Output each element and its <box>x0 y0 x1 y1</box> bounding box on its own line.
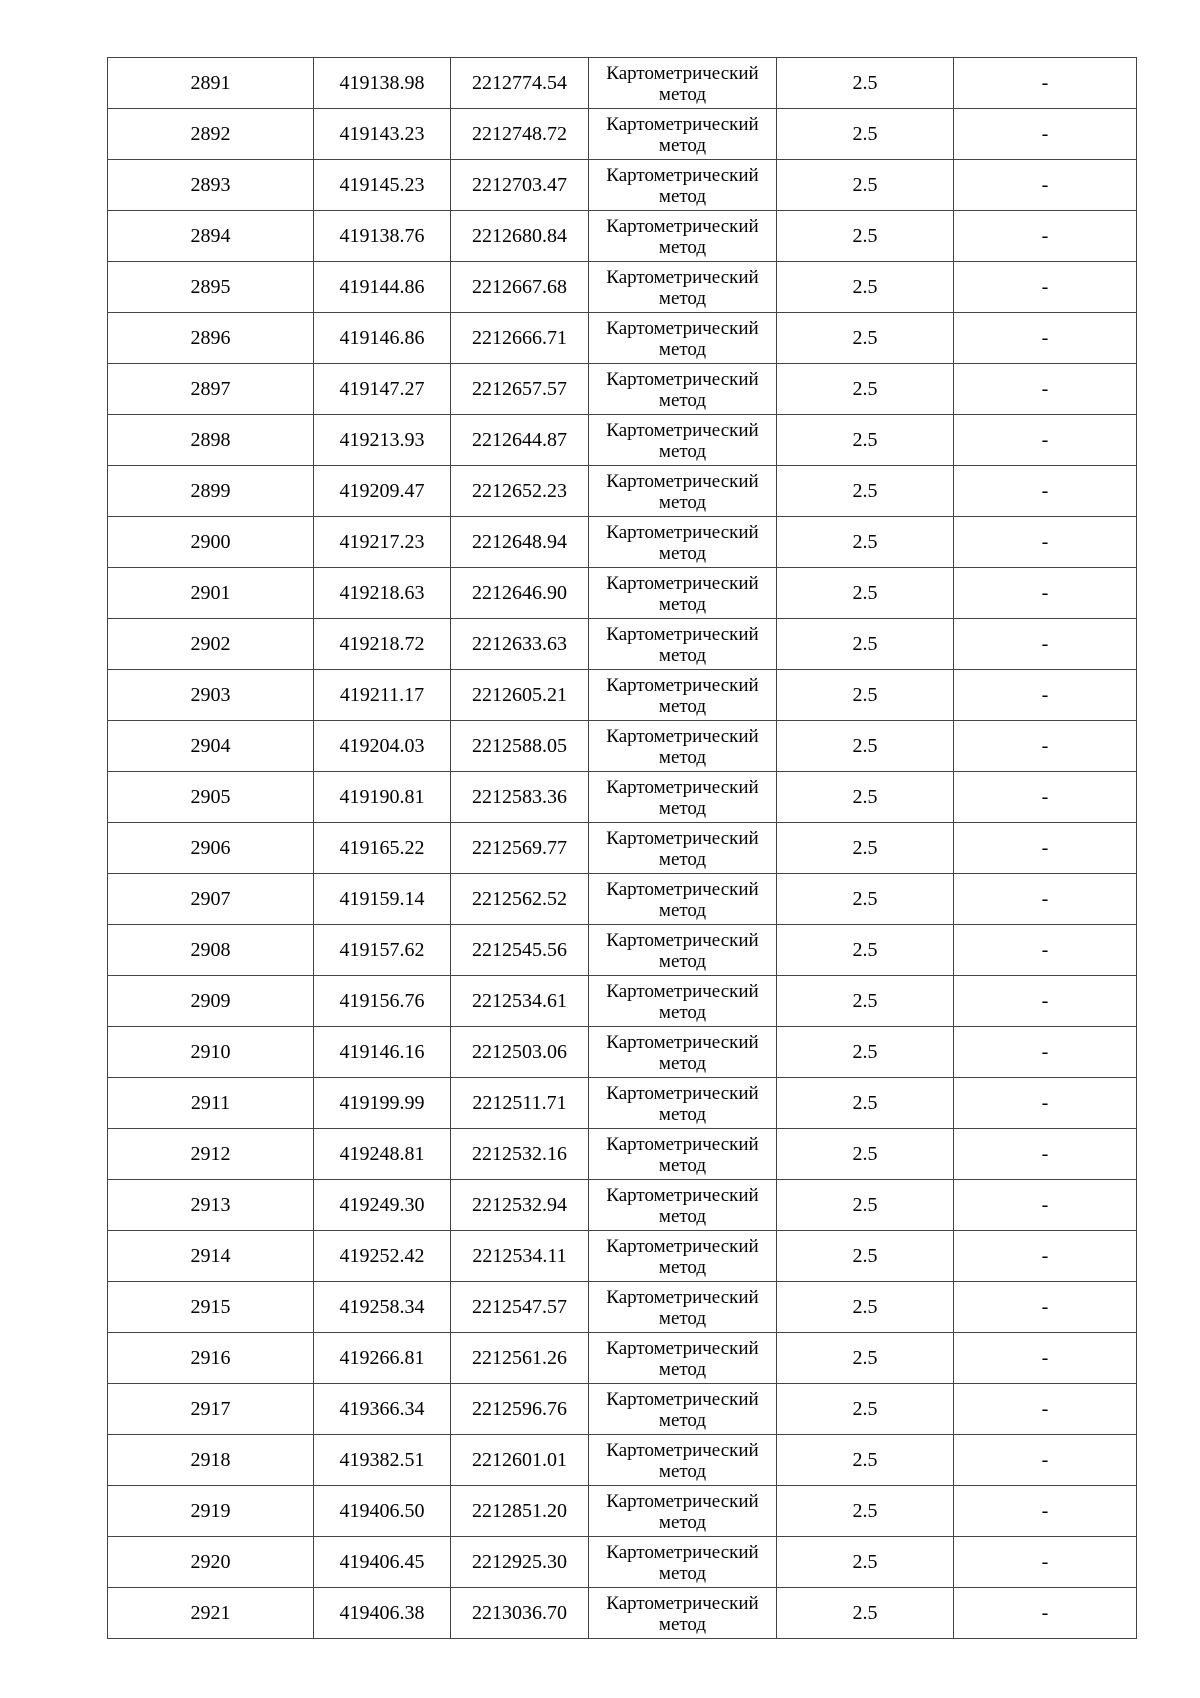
precision-cell: 2.5 <box>777 874 954 925</box>
note-cell: - <box>954 1435 1137 1486</box>
table-row <box>108 1078 1137 1129</box>
y-coordinate-cell: 2212569.77 <box>451 823 589 874</box>
note-cell: - <box>954 1588 1137 1639</box>
point-number-cell: 2918 <box>108 1435 314 1486</box>
table-row <box>108 1435 1137 1486</box>
precision-cell: 2.5 <box>777 1333 954 1384</box>
note-cell: - <box>954 58 1137 109</box>
x-coordinate-cell: 419252.42 <box>314 1231 451 1282</box>
point-number-cell: 2921 <box>108 1588 314 1639</box>
method-cell: Картометрический метод <box>589 313 777 364</box>
table-row <box>108 1384 1137 1435</box>
note-cell: - <box>954 160 1137 211</box>
x-coordinate-cell: 419159.14 <box>314 874 451 925</box>
y-coordinate-cell: 2212562.52 <box>451 874 589 925</box>
x-coordinate-cell: 419204.03 <box>314 721 451 772</box>
note-cell: - <box>954 925 1137 976</box>
note-cell: - <box>954 670 1137 721</box>
note-cell: - <box>954 1333 1137 1384</box>
note-cell: - <box>954 721 1137 772</box>
x-coordinate-cell: 419406.50 <box>314 1486 451 1537</box>
method-cell: Картометрический метод <box>589 976 777 1027</box>
precision-cell: 2.5 <box>777 415 954 466</box>
method-cell: Картометрический метод <box>589 466 777 517</box>
table-row <box>108 364 1137 415</box>
note-cell: - <box>954 1231 1137 1282</box>
x-coordinate-cell: 419248.81 <box>314 1129 451 1180</box>
method-cell: Картометрический метод <box>589 1027 777 1078</box>
table-row <box>108 1333 1137 1384</box>
note-cell: - <box>954 568 1137 619</box>
point-number-cell: 2901 <box>108 568 314 619</box>
x-coordinate-cell: 419213.93 <box>314 415 451 466</box>
precision-cell: 2.5 <box>777 58 954 109</box>
table-row <box>108 1486 1137 1537</box>
y-coordinate-cell: 2212534.11 <box>451 1231 589 1282</box>
x-coordinate-cell: 419145.23 <box>314 160 451 211</box>
method-cell: Картометрический метод <box>589 211 777 262</box>
table-row <box>108 109 1137 160</box>
point-number-cell: 2914 <box>108 1231 314 1282</box>
point-number-cell: 2913 <box>108 1180 314 1231</box>
table-row <box>108 1282 1137 1333</box>
method-cell: Картометрический метод <box>589 874 777 925</box>
y-coordinate-cell: 2212748.72 <box>451 109 589 160</box>
method-cell: Картометрический метод <box>589 568 777 619</box>
method-cell: Картометрический метод <box>589 823 777 874</box>
x-coordinate-cell: 419190.81 <box>314 772 451 823</box>
precision-cell: 2.5 <box>777 772 954 823</box>
precision-cell: 2.5 <box>777 1282 954 1333</box>
y-coordinate-cell: 2213036.70 <box>451 1588 589 1639</box>
point-number-cell: 2908 <box>108 925 314 976</box>
point-number-cell: 2894 <box>108 211 314 262</box>
method-cell: Картометрический метод <box>589 1384 777 1435</box>
x-coordinate-cell: 419157.62 <box>314 925 451 976</box>
table-row <box>108 415 1137 466</box>
method-cell: Картометрический метод <box>589 772 777 823</box>
note-cell: - <box>954 1129 1137 1180</box>
precision-cell: 2.5 <box>777 109 954 160</box>
x-coordinate-cell: 419147.27 <box>314 364 451 415</box>
note-cell: - <box>954 109 1137 160</box>
precision-cell: 2.5 <box>777 1384 954 1435</box>
point-number-cell: 2915 <box>108 1282 314 1333</box>
precision-cell: 2.5 <box>777 313 954 364</box>
y-coordinate-cell: 2212925.30 <box>451 1537 589 1588</box>
x-coordinate-cell: 419266.81 <box>314 1333 451 1384</box>
point-number-cell: 2919 <box>108 1486 314 1537</box>
x-coordinate-cell: 419382.51 <box>314 1435 451 1486</box>
x-coordinate-cell: 419406.38 <box>314 1588 451 1639</box>
method-cell: Картометрический метод <box>589 670 777 721</box>
y-coordinate-cell: 2212703.47 <box>451 160 589 211</box>
x-coordinate-cell: 419366.34 <box>314 1384 451 1435</box>
precision-cell: 2.5 <box>777 1486 954 1537</box>
method-cell: Картометрический метод <box>589 1537 777 1588</box>
note-cell: - <box>954 517 1137 568</box>
method-cell: Картометрический метод <box>589 58 777 109</box>
table-row <box>108 1027 1137 1078</box>
y-coordinate-cell: 2212503.06 <box>451 1027 589 1078</box>
point-number-cell: 2897 <box>108 364 314 415</box>
table-row <box>108 160 1137 211</box>
y-coordinate-cell: 2212511.71 <box>451 1078 589 1129</box>
note-cell: - <box>954 1486 1137 1537</box>
x-coordinate-cell: 419156.76 <box>314 976 451 1027</box>
precision-cell: 2.5 <box>777 466 954 517</box>
x-coordinate-cell: 419146.86 <box>314 313 451 364</box>
note-cell: - <box>954 364 1137 415</box>
precision-cell: 2.5 <box>777 1129 954 1180</box>
table-row <box>108 1129 1137 1180</box>
point-number-cell: 2893 <box>108 160 314 211</box>
precision-cell: 2.5 <box>777 568 954 619</box>
coordinates-table <box>107 57 1137 1639</box>
x-coordinate-cell: 419143.23 <box>314 109 451 160</box>
y-coordinate-cell: 2212774.54 <box>451 58 589 109</box>
x-coordinate-cell: 419138.98 <box>314 58 451 109</box>
method-cell: Картометрический метод <box>589 517 777 568</box>
y-coordinate-cell: 2212561.26 <box>451 1333 589 1384</box>
note-cell: - <box>954 976 1137 1027</box>
point-number-cell: 2906 <box>108 823 314 874</box>
note-cell: - <box>954 415 1137 466</box>
note-cell: - <box>954 1180 1137 1231</box>
y-coordinate-cell: 2212652.23 <box>451 466 589 517</box>
precision-cell: 2.5 <box>777 619 954 670</box>
precision-cell: 2.5 <box>777 211 954 262</box>
table-row <box>108 925 1137 976</box>
y-coordinate-cell: 2212633.63 <box>451 619 589 670</box>
x-coordinate-cell: 419165.22 <box>314 823 451 874</box>
note-cell: - <box>954 874 1137 925</box>
precision-cell: 2.5 <box>777 160 954 211</box>
point-number-cell: 2907 <box>108 874 314 925</box>
method-cell: Картометрический метод <box>589 1180 777 1231</box>
x-coordinate-cell: 419258.34 <box>314 1282 451 1333</box>
method-cell: Картометрический метод <box>589 1435 777 1486</box>
precision-cell: 2.5 <box>777 976 954 1027</box>
point-number-cell: 2905 <box>108 772 314 823</box>
table-row <box>108 1537 1137 1588</box>
y-coordinate-cell: 2212596.76 <box>451 1384 589 1435</box>
precision-cell: 2.5 <box>777 670 954 721</box>
y-coordinate-cell: 2212547.57 <box>451 1282 589 1333</box>
y-coordinate-cell: 2212583.36 <box>451 772 589 823</box>
x-coordinate-cell: 419211.17 <box>314 670 451 721</box>
table-row <box>108 58 1137 109</box>
method-cell: Картометрический метод <box>589 1129 777 1180</box>
y-coordinate-cell: 2212657.57 <box>451 364 589 415</box>
y-coordinate-cell: 2212644.87 <box>451 415 589 466</box>
table-row <box>108 1180 1137 1231</box>
method-cell: Картометрический метод <box>589 721 777 772</box>
method-cell: Картометрический метод <box>589 1231 777 1282</box>
x-coordinate-cell: 419144.86 <box>314 262 451 313</box>
coordinates-table-body <box>108 58 1137 1639</box>
table-row <box>108 619 1137 670</box>
y-coordinate-cell: 2212667.68 <box>451 262 589 313</box>
point-number-cell: 2912 <box>108 1129 314 1180</box>
y-coordinate-cell: 2212648.94 <box>451 517 589 568</box>
note-cell: - <box>954 823 1137 874</box>
x-coordinate-cell: 419218.72 <box>314 619 451 670</box>
precision-cell: 2.5 <box>777 1180 954 1231</box>
point-number-cell: 2896 <box>108 313 314 364</box>
point-number-cell: 2899 <box>108 466 314 517</box>
y-coordinate-cell: 2212588.05 <box>451 721 589 772</box>
y-coordinate-cell: 2212601.01 <box>451 1435 589 1486</box>
point-number-cell: 2916 <box>108 1333 314 1384</box>
x-coordinate-cell: 419146.16 <box>314 1027 451 1078</box>
table-row <box>108 262 1137 313</box>
y-coordinate-cell: 2212851.20 <box>451 1486 589 1537</box>
method-cell: Картометрический метод <box>589 925 777 976</box>
method-cell: Картометрический метод <box>589 1588 777 1639</box>
precision-cell: 2.5 <box>777 1435 954 1486</box>
point-number-cell: 2910 <box>108 1027 314 1078</box>
table-row <box>108 874 1137 925</box>
precision-cell: 2.5 <box>777 364 954 415</box>
y-coordinate-cell: 2212532.94 <box>451 1180 589 1231</box>
method-cell: Картометрический метод <box>589 1486 777 1537</box>
table-row <box>108 211 1137 262</box>
method-cell: Картометрический метод <box>589 415 777 466</box>
method-cell: Картометрический метод <box>589 364 777 415</box>
point-number-cell: 2904 <box>108 721 314 772</box>
method-cell: Картометрический метод <box>589 262 777 313</box>
note-cell: - <box>954 211 1137 262</box>
point-number-cell: 2911 <box>108 1078 314 1129</box>
precision-cell: 2.5 <box>777 517 954 568</box>
method-cell: Картометрический метод <box>589 109 777 160</box>
table-row <box>108 721 1137 772</box>
precision-cell: 2.5 <box>777 1537 954 1588</box>
precision-cell: 2.5 <box>777 1231 954 1282</box>
x-coordinate-cell: 419199.99 <box>314 1078 451 1129</box>
method-cell: Картометрический метод <box>589 160 777 211</box>
point-number-cell: 2920 <box>108 1537 314 1588</box>
table-row <box>108 568 1137 619</box>
note-cell: - <box>954 1282 1137 1333</box>
y-coordinate-cell: 2212532.16 <box>451 1129 589 1180</box>
x-coordinate-cell: 419209.47 <box>314 466 451 517</box>
precision-cell: 2.5 <box>777 925 954 976</box>
table-row <box>108 1588 1137 1639</box>
note-cell: - <box>954 1078 1137 1129</box>
point-number-cell: 2917 <box>108 1384 314 1435</box>
precision-cell: 2.5 <box>777 1078 954 1129</box>
precision-cell: 2.5 <box>777 823 954 874</box>
note-cell: - <box>954 619 1137 670</box>
point-number-cell: 2891 <box>108 58 314 109</box>
point-number-cell: 2900 <box>108 517 314 568</box>
precision-cell: 2.5 <box>777 262 954 313</box>
y-coordinate-cell: 2212646.90 <box>451 568 589 619</box>
y-coordinate-cell: 2212605.21 <box>451 670 589 721</box>
point-number-cell: 2892 <box>108 109 314 160</box>
y-coordinate-cell: 2212545.56 <box>451 925 589 976</box>
y-coordinate-cell: 2212534.61 <box>451 976 589 1027</box>
table-row <box>108 517 1137 568</box>
precision-cell: 2.5 <box>777 721 954 772</box>
table-row <box>108 466 1137 517</box>
note-cell: - <box>954 466 1137 517</box>
table-row <box>108 772 1137 823</box>
x-coordinate-cell: 419217.23 <box>314 517 451 568</box>
note-cell: - <box>954 1027 1137 1078</box>
point-number-cell: 2903 <box>108 670 314 721</box>
note-cell: - <box>954 1537 1137 1588</box>
y-coordinate-cell: 2212680.84 <box>451 211 589 262</box>
x-coordinate-cell: 419218.63 <box>314 568 451 619</box>
precision-cell: 2.5 <box>777 1588 954 1639</box>
y-coordinate-cell: 2212666.71 <box>451 313 589 364</box>
table-row <box>108 976 1137 1027</box>
note-cell: - <box>954 1384 1137 1435</box>
table-row <box>108 313 1137 364</box>
method-cell: Картометрический метод <box>589 619 777 670</box>
table-row <box>108 1231 1137 1282</box>
x-coordinate-cell: 419406.45 <box>314 1537 451 1588</box>
point-number-cell: 2898 <box>108 415 314 466</box>
point-number-cell: 2909 <box>108 976 314 1027</box>
x-coordinate-cell: 419249.30 <box>314 1180 451 1231</box>
x-coordinate-cell: 419138.76 <box>314 211 451 262</box>
method-cell: Картометрический метод <box>589 1282 777 1333</box>
point-number-cell: 2902 <box>108 619 314 670</box>
note-cell: - <box>954 772 1137 823</box>
method-cell: Картометрический метод <box>589 1078 777 1129</box>
table-row <box>108 823 1137 874</box>
note-cell: - <box>954 262 1137 313</box>
method-cell: Картометрический метод <box>589 1333 777 1384</box>
table-row <box>108 670 1137 721</box>
precision-cell: 2.5 <box>777 1027 954 1078</box>
note-cell: - <box>954 313 1137 364</box>
point-number-cell: 2895 <box>108 262 314 313</box>
